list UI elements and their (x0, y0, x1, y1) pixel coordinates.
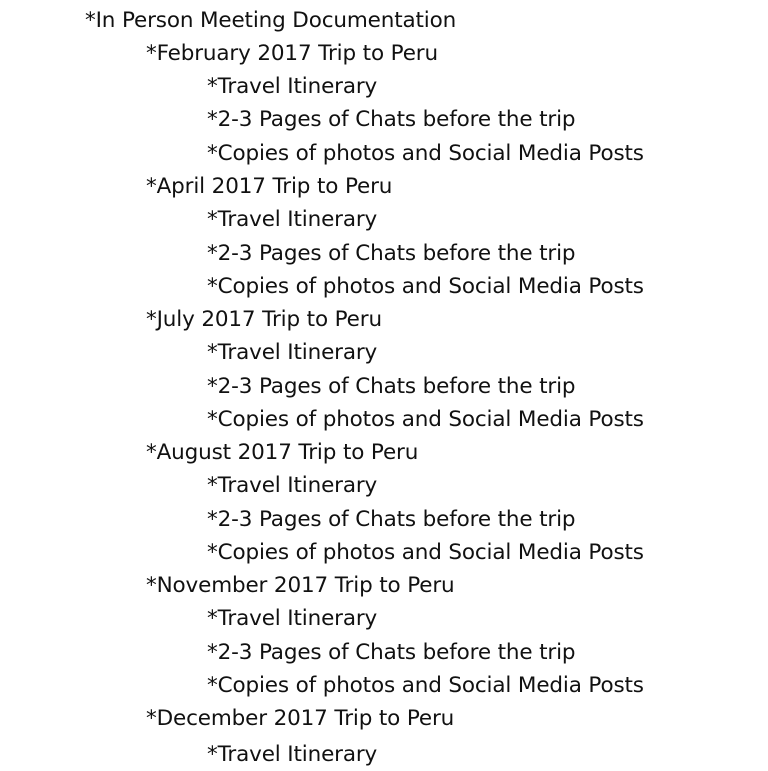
trip-item-photos-social-posts: *Copies of photos and Social Media Posts (207, 141, 644, 166)
trip-item-travel-itinerary: *Travel Itinerary (207, 74, 378, 99)
trip-item-travel-itinerary-clipped: *Travel Itinerary (207, 742, 378, 767)
trip-item-travel-itinerary: *Travel Itinerary (207, 473, 378, 498)
trip-heading-july: *July 2017 Trip to Peru (146, 307, 382, 332)
trip-heading-december: *December 2017 Trip to Peru (146, 706, 455, 731)
trip-item-travel-itinerary: *Travel Itinerary (207, 207, 378, 232)
trip-item-photos-social-posts: *Copies of photos and Social Media Posts (207, 407, 644, 432)
trip-heading-november: *November 2017 Trip to Peru (146, 573, 455, 598)
trip-heading-august: *August 2017 Trip to Peru (146, 440, 419, 465)
trip-item-chats: *2-3 Pages of Chats before the trip (207, 640, 576, 665)
trip-item-chats: *2-3 Pages of Chats before the trip (207, 507, 576, 532)
trip-heading-february: *February 2017 Trip to Peru (146, 41, 438, 66)
trip-item-travel-itinerary: *Travel Itinerary (207, 340, 378, 365)
trip-item-travel-itinerary: *Travel Itinerary (207, 606, 378, 631)
trip-item-chats: *2-3 Pages of Chats before the trip (207, 107, 576, 132)
trip-item-photos-social-posts: *Copies of photos and Social Media Posts (207, 274, 644, 299)
trip-item-chats: *2-3 Pages of Chats before the trip (207, 374, 576, 399)
trip-heading-april: *April 2017 Trip to Peru (146, 174, 393, 199)
trip-item-chats: *2-3 Pages of Chats before the trip (207, 241, 576, 266)
document-heading: *In Person Meeting Documentation (85, 8, 457, 33)
trip-item-photos-social-posts: *Copies of photos and Social Media Posts (207, 540, 644, 565)
trip-item-photos-social-posts: *Copies of photos and Social Media Posts (207, 673, 644, 698)
